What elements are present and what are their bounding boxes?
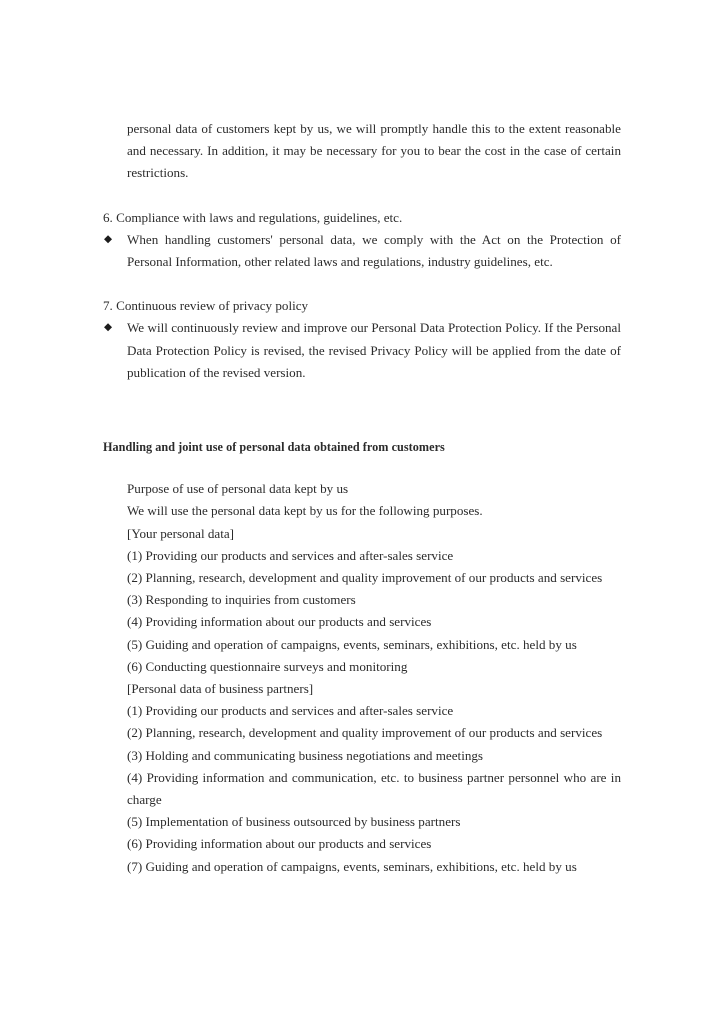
section-7 (103, 295, 621, 384)
list-item: (2) Planning, research, development and quality improvement of our products and services (127, 725, 603, 741)
list-item: (1) Providing our products and services and after-sales service (127, 547, 454, 563)
section-6 (103, 207, 621, 274)
bold-section-heading: Handling and joint use of personal data obtained from customers (103, 440, 445, 455)
diamond-bullet-icon: ◆ (104, 233, 113, 245)
section-7-bullet-row (104, 317, 621, 384)
purpose-block (127, 478, 621, 878)
list-item: (5) Implementation of business outsourced by business partners (127, 814, 461, 830)
list-item: (2) Planning, research, development and quality improvement of our products and services (127, 570, 603, 586)
section-7-title: 7. Continuous review of privacy policy (103, 298, 309, 314)
diamond-bullet-icon: ◆ (104, 322, 113, 334)
list-item: (4) Providing information and communication, etc. to business partner personnel who are in charge (127, 769, 621, 808)
list-item: (7) Guiding and operation of campaigns, events, seminars, exhibitions, etc. held by us (127, 858, 577, 874)
section-6-title: 6. Compliance with laws and regulations, guidelines, etc. (103, 209, 403, 225)
section-6-bullet-text: When handling customers' personal data, we comply with the Act on the Protection of Personal Information, other related laws and regulations, industry guidelines, etc. (127, 231, 621, 270)
list-item: (6) Conducting questionnaire surveys and monitoring (127, 658, 408, 674)
document-content (103, 118, 621, 878)
your-personal-data-label: [Your personal data] (127, 525, 235, 541)
list-item: (3) Responding to inquiries from customers (127, 592, 356, 608)
business-partner-data-label: [Personal data of business partners] (127, 681, 314, 697)
section-7-bullet-text: We will continuously review and improve our Personal Data Protection Policy. If the Personal Data Protection Policy is revised, the revised Privacy Policy will be applied from the date of publication of the revised version. (127, 320, 621, 380)
purpose-intro: We will use the personal data kept by us for the following purposes. (127, 503, 483, 519)
list-item: (1) Providing our products and services and after-sales service (127, 703, 454, 719)
purpose-heading: Purpose of use of personal data kept by us (127, 481, 349, 497)
continued-paragraph: personal data of customers kept by us, we will promptly handle this to the extent reasonable and necessary. In addition, it may be necessary for you to bear the cost in the case of certain restrictions. (127, 121, 621, 181)
section-6-bullet-row (104, 229, 621, 273)
list-item: (5) Guiding and operation of campaigns, events, seminars, exhibitions, etc. held by us (127, 636, 577, 652)
list-item: (6) Providing information about our products and services (127, 836, 432, 852)
list-item: (3) Holding and communicating business negotiations and meetings (127, 747, 484, 763)
list-item: (4) Providing information about our products and services (127, 614, 432, 630)
